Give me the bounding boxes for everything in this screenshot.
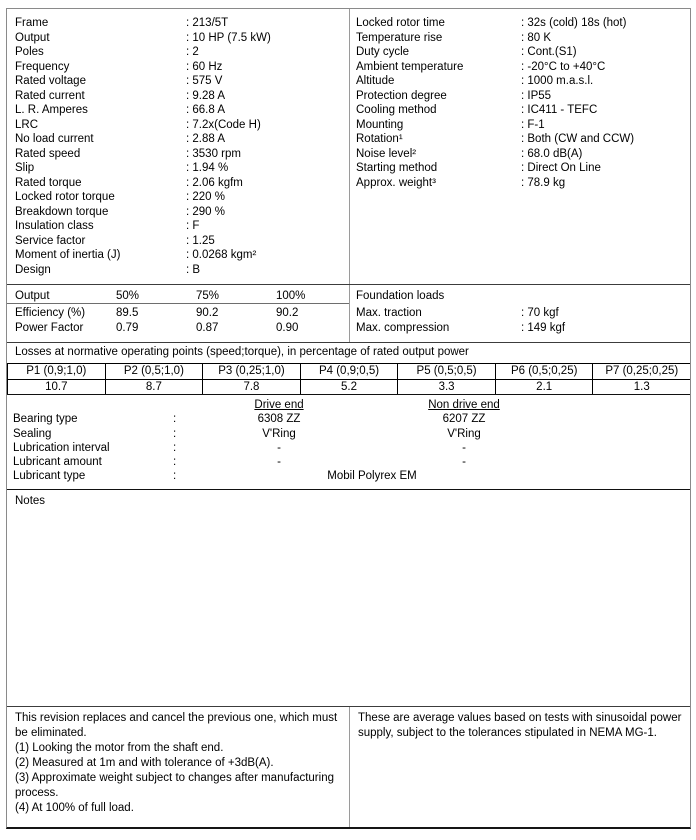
spec-row bbox=[356, 103, 691, 118]
foundation-label: Max. traction bbox=[356, 307, 422, 319]
power-factor-label: Power Factor bbox=[15, 321, 84, 334]
lubricant-type-value: Mobil Polyrex EM bbox=[327, 470, 417, 483]
spec-value: : F bbox=[186, 220, 200, 232]
bearing-header-row bbox=[7, 398, 690, 412]
spec-row bbox=[15, 147, 349, 162]
colon: : bbox=[173, 470, 177, 483]
spec-row bbox=[15, 16, 349, 31]
losses-header-row bbox=[7, 363, 690, 379]
spec-value: : 68.0 dB(A) bbox=[521, 147, 583, 160]
losses-point-name: P2 (0,5;1,0) bbox=[105, 364, 203, 379]
ratings-section bbox=[7, 9, 690, 284]
bearing-nondrive-value: - bbox=[462, 441, 466, 454]
footer-note: (1) Looking the motor from the shaft end. bbox=[15, 742, 224, 754]
lubricant-type-label: Lubricant type bbox=[13, 470, 86, 483]
efficiency-75: 90.2 bbox=[196, 307, 219, 319]
spec-value: : Cont.(S1) bbox=[521, 46, 577, 58]
spec-value: : 3530 rpm bbox=[186, 147, 241, 160]
bearing-row bbox=[7, 412, 690, 426]
notes-title: Notes bbox=[15, 495, 46, 507]
performance-table bbox=[7, 285, 349, 342]
foundation-row bbox=[356, 321, 691, 336]
bearing-row bbox=[7, 441, 690, 455]
bearing-drive-value: V'Ring bbox=[262, 427, 296, 440]
losses-point-value: 3.3 bbox=[397, 380, 495, 394]
spec-value: : 60 Hz bbox=[186, 60, 223, 73]
performance-header-75: 75% bbox=[196, 290, 220, 302]
bearing-nondrive-value: - bbox=[462, 456, 466, 469]
spec-label: Output bbox=[15, 31, 50, 44]
spec-row bbox=[15, 60, 349, 75]
bearing-nondrive-value: 6207 ZZ bbox=[442, 413, 486, 426]
spec-row bbox=[356, 74, 691, 89]
spec-label: Rated current bbox=[15, 89, 85, 102]
performance-header-row bbox=[7, 289, 349, 304]
spec-row bbox=[15, 132, 349, 147]
bearing-label: Sealing bbox=[13, 427, 52, 440]
foundation-value: : 149 kgf bbox=[521, 321, 566, 334]
footer-left bbox=[7, 707, 349, 827]
spec-row bbox=[15, 31, 349, 46]
spec-row bbox=[15, 89, 349, 104]
spec-label: No load current bbox=[15, 133, 94, 145]
spec-label: Rated speed bbox=[15, 147, 81, 160]
bearing-drive-value: - bbox=[277, 456, 281, 469]
efficiency-label: Efficiency (%) bbox=[15, 307, 86, 319]
losses-point-name: P5 (0,5;0,5) bbox=[397, 364, 495, 379]
spec-label: Noise level² bbox=[356, 147, 417, 160]
spec-row bbox=[15, 205, 349, 220]
losses-point-value: 2.1 bbox=[495, 380, 593, 394]
spec-row bbox=[15, 248, 349, 263]
spec-row bbox=[356, 161, 691, 176]
spec-label: Rated torque bbox=[15, 176, 82, 189]
spec-label: Frequency bbox=[15, 60, 70, 73]
power-factor-75: 0.87 bbox=[196, 321, 219, 334]
spec-value: : 220 % bbox=[186, 191, 225, 203]
spec-value: : F-1 bbox=[521, 118, 545, 131]
spec-label: L. R. Amperes bbox=[15, 104, 88, 116]
spec-value: : 10 HP (7.5 kW) bbox=[186, 31, 271, 44]
performance-header-50: 50% bbox=[116, 290, 140, 302]
spec-value: : 1000 m.a.s.l. bbox=[521, 75, 594, 87]
spec-label: Temperature rise bbox=[356, 31, 443, 44]
efficiency-row bbox=[7, 306, 349, 321]
footer-right bbox=[349, 707, 691, 827]
spec-row bbox=[15, 219, 349, 234]
spec-row bbox=[15, 118, 349, 133]
spec-value: : 0.0268 kgm² bbox=[186, 249, 257, 261]
spec-label: Moment of inertia (J) bbox=[15, 249, 121, 261]
efficiency-50: 89.5 bbox=[116, 307, 139, 319]
bearing-row bbox=[7, 427, 690, 441]
losses-point-name: P3 (0,25;1,0) bbox=[202, 364, 300, 379]
colon: : bbox=[173, 427, 177, 440]
performance-header-100: 100% bbox=[276, 290, 306, 302]
footer-section bbox=[7, 706, 690, 827]
losses-point-name: P6 (0,5;0,25) bbox=[495, 364, 593, 379]
spec-value: : 2 bbox=[186, 46, 199, 58]
spec-value: : 9.28 A bbox=[186, 89, 226, 102]
power-factor-100: 0.90 bbox=[276, 321, 299, 334]
losses-point-value: 8.7 bbox=[105, 380, 203, 394]
spec-value: : 575 V bbox=[186, 75, 223, 87]
spec-row bbox=[15, 234, 349, 249]
spec-row bbox=[15, 74, 349, 89]
datasheet-sheet bbox=[6, 8, 691, 829]
drive-end-header: Drive end bbox=[254, 399, 304, 411]
spec-label: Frame bbox=[15, 17, 49, 29]
spec-row bbox=[356, 176, 691, 191]
spec-value: : 66.8 A bbox=[186, 104, 226, 116]
spec-label: Locked rotor torque bbox=[15, 191, 115, 203]
losses-point-value: 5.2 bbox=[300, 380, 398, 394]
losses-point-value: 1.3 bbox=[592, 380, 690, 394]
spec-value: : 7.2x(Code H) bbox=[186, 118, 261, 131]
footer-note: This revision replaces and cancel the previous one, which must be eliminated. bbox=[15, 712, 338, 739]
power-factor-row bbox=[7, 321, 349, 336]
spec-label: Mounting bbox=[356, 118, 404, 131]
footer-note: (3) Approximate weight subject to changes after manufacturing process. bbox=[15, 772, 334, 799]
spec-value: : 290 % bbox=[186, 205, 225, 218]
losses-point-name: P4 (0,9;0,5) bbox=[300, 364, 398, 379]
spec-row bbox=[15, 161, 349, 176]
performance-header-output: Output bbox=[15, 290, 50, 302]
colon: : bbox=[173, 456, 177, 469]
spec-value: : 1.94 % bbox=[186, 162, 229, 174]
spec-value: : 2.06 kgfm bbox=[186, 176, 243, 189]
losses-title: Losses at normative operating points (speed;torque), in percentage of rated output power bbox=[15, 346, 469, 358]
power-factor-50: 0.79 bbox=[116, 321, 139, 334]
lubricant-type-row bbox=[7, 469, 690, 483]
losses-section bbox=[7, 342, 690, 395]
colon: : bbox=[173, 441, 177, 454]
spec-row bbox=[356, 118, 691, 133]
spec-row bbox=[15, 190, 349, 205]
spec-row bbox=[356, 31, 691, 46]
foundation-loads bbox=[349, 285, 691, 342]
spec-row bbox=[356, 132, 691, 147]
losses-point-name: P1 (0,9;1,0) bbox=[7, 364, 105, 379]
bearing-label: Lubricant amount bbox=[13, 456, 102, 469]
footer-note: (4) At 100% of full load. bbox=[15, 802, 134, 814]
bearing-nondrive-value: V'Ring bbox=[447, 427, 481, 440]
performance-section bbox=[7, 284, 690, 342]
spec-value: : IC411 - TEFC bbox=[521, 104, 598, 116]
footer-note: These are average values based on tests with sinusoidal power supply, subject to the tolerances stipulated in NEMA MG-1. bbox=[358, 712, 682, 739]
spec-label: Slip bbox=[15, 162, 35, 174]
spec-label: Starting method bbox=[356, 162, 438, 174]
spec-label: Cooling method bbox=[356, 104, 437, 116]
losses-point-value: 7.8 bbox=[202, 380, 300, 394]
losses-point-name: P7 (0,25;0,25) bbox=[592, 364, 690, 379]
foundation-value: : 70 kgf bbox=[521, 307, 559, 319]
spec-row bbox=[356, 16, 691, 31]
spec-value: : 2.88 A bbox=[186, 133, 226, 145]
losses-point-value: 10.7 bbox=[7, 380, 105, 394]
spec-value: : 78.9 kg bbox=[521, 176, 566, 189]
spec-label: Protection degree bbox=[356, 89, 447, 102]
spec-label: Design bbox=[15, 263, 51, 276]
spec-value: : B bbox=[186, 263, 201, 276]
spec-row bbox=[15, 103, 349, 118]
spec-value: : Direct On Line bbox=[521, 162, 601, 174]
spec-label: Approx. weight³ bbox=[356, 176, 436, 189]
bearing-label: Lubrication interval bbox=[13, 441, 110, 454]
bearing-label: Bearing type bbox=[13, 413, 78, 426]
spec-row bbox=[356, 45, 691, 60]
spec-value: : IP55 bbox=[521, 89, 552, 102]
losses-value-row bbox=[7, 379, 690, 394]
bearing-row bbox=[7, 455, 690, 469]
non-drive-end-header: Non drive end bbox=[428, 399, 500, 411]
spec-label: Breakdown torque bbox=[15, 205, 109, 218]
spec-label: Insulation class bbox=[15, 220, 94, 232]
spec-row bbox=[15, 176, 349, 191]
efficiency-100: 90.2 bbox=[276, 307, 299, 319]
spec-value: : 32s (cold) 18s (hot) bbox=[521, 17, 627, 29]
spec-value: : 80 K bbox=[521, 31, 552, 44]
foundation-label: Max. compression bbox=[356, 321, 450, 334]
spec-label: Rated voltage bbox=[15, 75, 86, 87]
spec-label: Rotation¹ bbox=[356, 133, 403, 145]
spec-value: : 213/5T bbox=[186, 17, 229, 29]
spec-row bbox=[356, 60, 691, 75]
bearing-header-spacer bbox=[7, 398, 173, 412]
spec-row bbox=[15, 45, 349, 60]
spec-label: Duty cycle bbox=[356, 46, 410, 58]
foundation-loads-title: Foundation loads bbox=[356, 290, 445, 302]
bearing-section bbox=[7, 395, 690, 490]
footer-note: (2) Measured at 1m and with tolerance of +3dB(A). bbox=[15, 757, 274, 769]
spec-label: Locked rotor time bbox=[356, 17, 445, 29]
spec-value: : Both (CW and CCW) bbox=[521, 133, 635, 145]
spec-row bbox=[15, 263, 349, 278]
foundation-row bbox=[356, 306, 691, 321]
colon: : bbox=[173, 413, 177, 426]
spec-label: LRC bbox=[15, 118, 39, 131]
ratings-left-pane bbox=[7, 9, 349, 284]
spec-row bbox=[356, 89, 691, 104]
spec-row bbox=[356, 147, 691, 162]
spec-label: Poles bbox=[15, 46, 44, 58]
spec-label: Service factor bbox=[15, 234, 86, 247]
spec-value: : -20°C to +40°C bbox=[521, 60, 606, 73]
bearing-drive-value: 6308 ZZ bbox=[257, 413, 301, 426]
bearing-drive-value: - bbox=[277, 441, 281, 454]
spec-label: Altitude bbox=[356, 75, 395, 87]
ratings-right-pane bbox=[349, 9, 691, 284]
spec-value: : 1.25 bbox=[186, 234, 215, 247]
notes-section bbox=[7, 490, 690, 706]
spec-label: Ambient temperature bbox=[356, 60, 464, 73]
